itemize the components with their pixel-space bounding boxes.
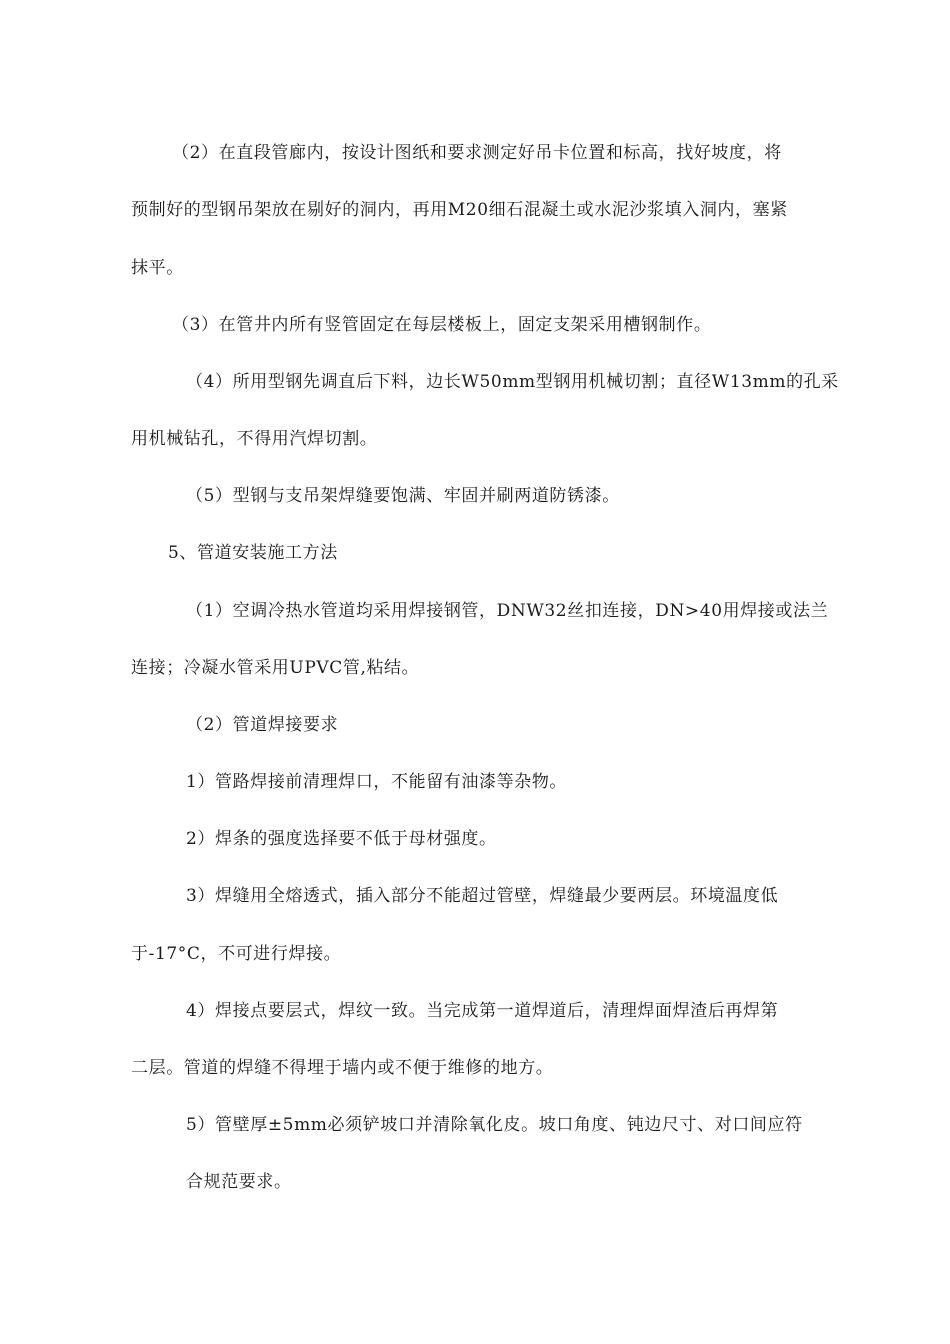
paragraph-line: （2）在直段管廊内，按设计图纸和要求测定好吊卡位置和标高，找好坡度，将 [172,143,782,163]
list-item: 5）管壁厚±5mm必须铲坡口并清除氧化皮。坡口角度、钝边尺寸、对口间应符 [186,1115,803,1135]
list-item-continuation: 合规范要求。 [186,1172,292,1192]
list-item: 4）焊接点要层式，焊纹一致。当完成第一道焊道后，清理焊面焊渣后再焊第 [186,1001,779,1021]
paragraph-line: 连接；冷凝水管采用UPVC管,粘结。 [131,658,420,678]
list-item: 3）焊缝用全熔透式，插入部分不能超过管壁，焊缝最少要两层。环境温度低 [186,886,779,906]
paragraph-line: 抹平。 [131,258,184,278]
paragraph-line: （3）在管井内所有竖管固定在每层楼板上，固定支架采用槽钢制作。 [172,315,712,335]
section-heading: 5、管道安装施工方法 [168,543,338,563]
subheading: （2）管道焊接要求 [186,715,339,735]
paragraph-line: 用机械钻孔，不得用汽焊切割。 [131,429,378,449]
list-item-continuation: 二层。管道的焊缝不得埋于墙内或不便于维修的地方。 [131,1058,554,1078]
list-item-continuation: 于-17°C，不可进行焊接。 [131,944,342,964]
paragraph-line: （4）所用型钢先调直后下料，边长W50mm型钢用机械切割；直径W13mm的孔采 [186,372,839,392]
paragraph-line: （1）空调冷热水管道均采用焊接钢管，DNW32丝扣连接，DN>40用焊接或法兰 [186,601,829,621]
list-item: 1）管路焊接前清理焊口，不能留有油漆等杂物。 [186,772,568,792]
paragraph-line: （5）型钢与支吊架焊缝要饱满、牢固并刷两道防锈漆。 [186,486,620,506]
paragraph-line: 预制好的型钢吊架放在剔好的洞内，再用M20细石混凝土或水泥沙浆填入洞内，塞紧 [131,200,788,220]
list-item: 2）焊条的强度选择要不低于母材强度。 [186,829,497,849]
